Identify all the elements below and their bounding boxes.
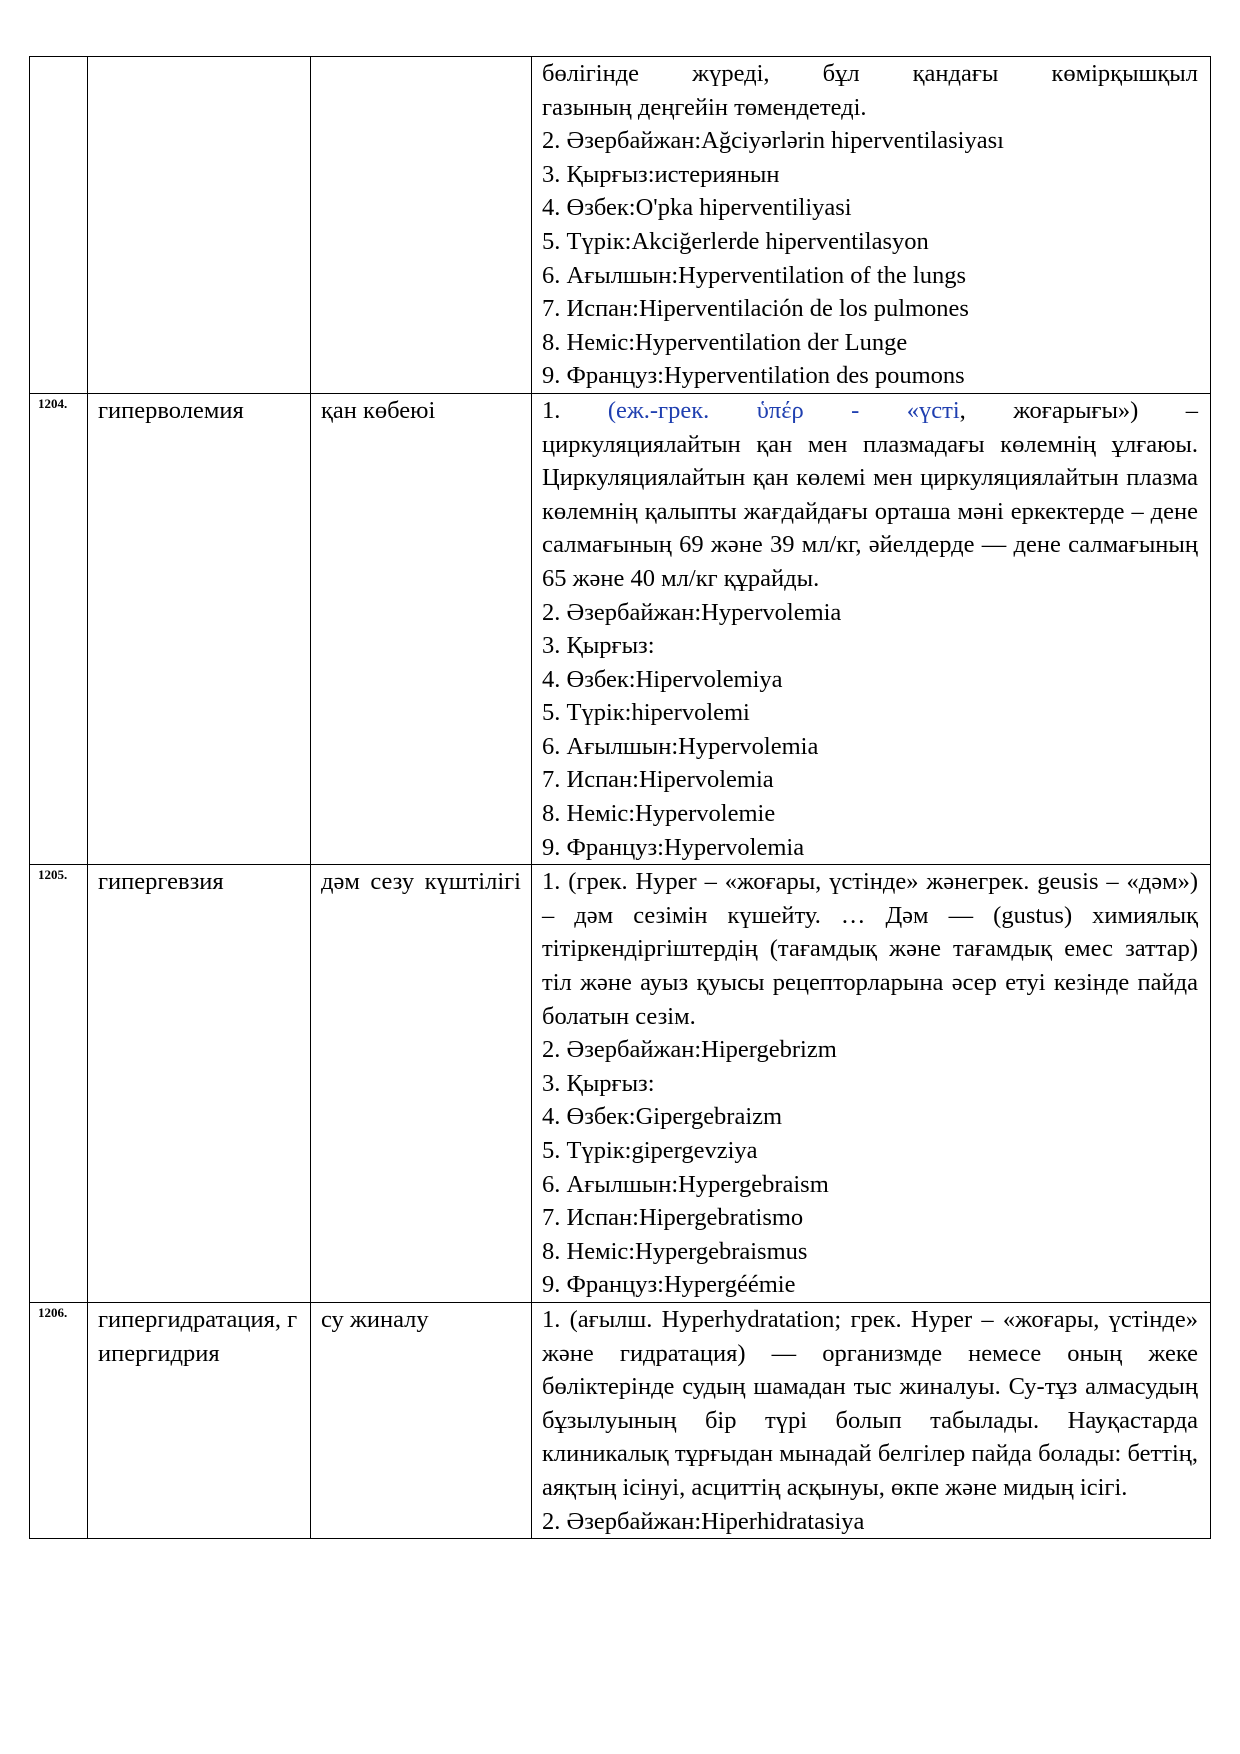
etymology-link: (еж.-грек. ὑπέρ - [607, 396, 860, 424]
definition-first-line [542, 394, 1198, 428]
translation-line: 4. Өзбек:Gipergebraizm [542, 1103, 783, 1131]
term-cell: гиперволемия [88, 393, 311, 864]
translation-line: 4. Өзбек:Hipervolemiya [542, 665, 783, 693]
translation-line: 7. Испан:Hipervolemia [542, 766, 774, 794]
kazakh-cell: су жиналу [311, 1302, 532, 1538]
etymology-link: «үсті [906, 396, 960, 424]
translation-line: 5. Түрік:hipervolemi [542, 699, 750, 727]
table-row [30, 57, 1211, 394]
entry-number [30, 57, 88, 394]
definition-cell [532, 393, 1211, 864]
table-row [30, 1302, 1211, 1538]
entry-number: 1206. [30, 1302, 88, 1538]
translation-line: 8. Неміс:Hyperventilation der Lunge [542, 328, 908, 356]
translation-line: 3. Қырғыз: [542, 1069, 655, 1097]
translation-line: 9. Француз:Hyperventilation des poumons [542, 362, 965, 390]
translation-line: 8. Неміс:Hypervolemie [542, 800, 776, 828]
translation-line: 5. Түрік:Akciğerlerde hiperventilasyon [542, 227, 929, 255]
translation-line: 7. Испан:Hipergebratismo [542, 1204, 804, 1232]
kazakh-cell [311, 57, 532, 394]
translation-line: 2. Әзербайжан:Ağciyərlərin hiperventilasiyası [542, 127, 1004, 155]
term-cell: гипергидратация, гипергидрия [88, 1302, 311, 1538]
translation-line: 2. Әзербайжан:Hiperhidratasiya [542, 1507, 865, 1535]
entry-number: 1205. [30, 865, 88, 1303]
definition-line: бөлігінде жүреді, бұл қандағы көмірқышқыл [542, 60, 1198, 87]
table-row [30, 393, 1211, 864]
translation-line: 6. Ағылшын:Hyperventilation of the lungs [542, 261, 966, 289]
translation-line: 6. Ағылшын:Hypervolemia [542, 732, 819, 760]
translation-line: 9. Француз:Hypervolemia [542, 833, 805, 861]
definition-cell [532, 865, 1211, 1303]
definition-text: , жоғарығы») – [959, 396, 1199, 424]
table-row [30, 865, 1211, 1303]
entry-number: 1204. [30, 393, 88, 864]
translation-line: 7. Испан:Hiperventilación de los pulmones [542, 295, 969, 323]
translation-line: 2. Әзербайжан:Hipergebrizm [542, 1036, 837, 1064]
translation-line: 8. Неміс:Hypergebraismus [542, 1237, 808, 1265]
term-cell [88, 57, 311, 394]
definition-text: 1. (грек. Hyper – «жоғары, үстінде» жәнегрек. geusis – «дәм») – дәм сезімін күшейту. … Дәм — (gustus) химиялық тітіркендіргіштердің (тағамдық және тағамдық емес заттар) тіл және ауыз қуысы рецепторларына әсер етуі кезінде пайда болатын сезім. [542, 868, 1198, 1030]
definition-prefix: 1. [542, 396, 561, 424]
definition-cell [532, 1302, 1211, 1538]
definition-text: 1. (ағылш. Hyperhydratation; грек. Hyper – «жоғары, үстінде» және гидратация) — организмде немесе оның жеке бөліктерінде судың шамадан тыс жиналуы. Су-тұз алмасудың бұзылуының бір түрі болып табылады. Науқастарда клиникалық тұрғыдан мынадай белгілер пайда болады: беттің, аяқтың ісінуі, асциттің асқынуы, өкпе және мидың ісігі. [542, 1305, 1198, 1501]
translation-line: 6. Ағылшын:Hypergebraism [542, 1170, 829, 1198]
glossary-table [29, 56, 1211, 1539]
definition-cell [532, 57, 1211, 394]
translation-line: 3. Қырғыз:истериянын [542, 160, 780, 188]
translation-line: 9. Француз:Hypergéémie [542, 1271, 796, 1299]
kazakh-cell: дәм сезу күштілігі [311, 865, 532, 1303]
translation-line: 2. Әзербайжан:Hypervolemia [542, 598, 842, 626]
definition-text: циркуляциялайтын қан мен плазмадағы көлемнің ұлғаюы. Циркуляциялайтын қан көлемі мен циркуляциялайтын плазма көлемнің қалыпты жағдайдағы орташа мәні еркектерде – дене салмағының 69 және 39 мл/кг, әйелдерде — дене салмағының 65 және 40 мл/кг құрайды. [542, 430, 1198, 592]
kazakh-cell: қан көбеюі [311, 393, 532, 864]
definition-line: газының деңгейін төмендетеді. [542, 93, 867, 121]
term-cell: гипергевзия [88, 865, 311, 1303]
translation-line: 3. Қырғыз: [542, 632, 655, 660]
translation-line: 5. Түрік:gipergevziya [542, 1137, 758, 1164]
translation-line: 4. Өзбек:O'pka hiperventiliyasi [542, 194, 852, 222]
